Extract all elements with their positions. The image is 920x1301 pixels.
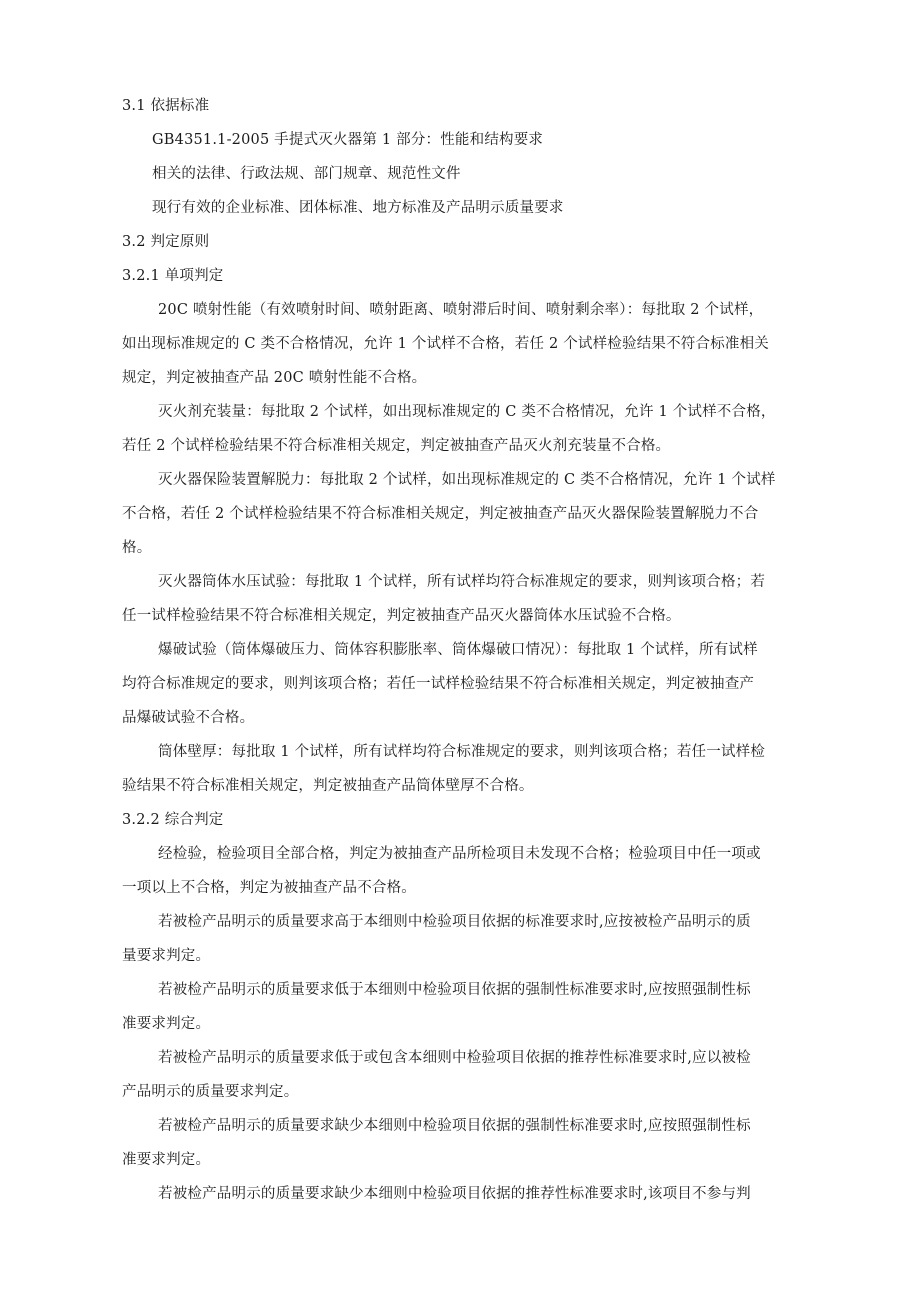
- subsection-heading-3-2-1: 3.2.1 单项判定: [122, 268, 224, 284]
- paragraph-line: 均符合标准规定的要求，则判该项合格；若任一试样检验结果不符合标准相关规定，判定被抽查产: [122, 676, 755, 692]
- standard-item: GB4351.1-2005 手提式灭火器第 1 部分：性能和结构要求: [152, 132, 544, 148]
- paragraph-line: 准要求判定。: [122, 1016, 211, 1032]
- paragraph-line: 准要求判定。: [122, 1152, 211, 1168]
- paragraph-line: 20C 喷射性能（有效喷射时间、喷射距离、喷射滞后时间、喷射剩余率）：每批取 2 个试样，: [158, 302, 764, 318]
- paragraph-line: 若被检产品明示的质量要求缺少本细则中检验项目依据的推荐性标准要求时,该项目不参与判: [158, 1186, 751, 1202]
- paragraph-line: 量要求判定。: [122, 948, 211, 964]
- paragraph-line: 规定，判定被抽查产品 20C 喷射性能不合格。: [122, 370, 427, 386]
- paragraph-line: 筒体壁厚：每批取 1 个试样，所有试样均符合标准规定的要求，则判该项合格；若任一试样检: [158, 744, 766, 760]
- section-heading-3-1: 3.1 依据标准: [122, 98, 210, 114]
- paragraph-line: 格。: [122, 540, 152, 556]
- paragraph-line: 灭火剂充装量：每批取 2 个试样，如出现标准规定的 C 类不合格情况，允许 1 个试样不合格，: [158, 404, 776, 420]
- paragraph-line: 不合格，若任 2 个试样检验结果不符合标准相关规定，判定被抽查产品灭火器保险装置解脱力不合: [122, 506, 759, 522]
- paragraph-line: 品爆破试验不合格。: [122, 710, 255, 726]
- paragraph-line: 一项以上不合格，判定为被抽查产品不合格。: [122, 880, 416, 896]
- paragraph-line: 若任 2 个试样检验结果不符合标准相关规定，判定被抽查产品灭火剂充装量不合格。: [122, 438, 671, 454]
- section-heading-3-2: 3.2 判定原则: [122, 234, 210, 250]
- paragraph-line: 若被检产品明示的质量要求低于或包含本细则中检验项目依据的推荐性标准要求时,应以被检: [158, 1050, 751, 1066]
- paragraph-line: 若被检产品明示的质量要求低于本细则中检验项目依据的强制性标准要求时,应按照强制性标: [158, 982, 751, 998]
- paragraph-line: 灭火器保险装置解脱力：每批取 2 个试样，如出现标准规定的 C 类不合格情况，允许 1 个试样: [158, 472, 776, 488]
- paragraph-line: 产品明示的质量要求判定。: [122, 1084, 299, 1100]
- paragraph-line: 经检验，检验项目全部合格，判定为被抽查产品所检项目未发现不合格；检验项目中任一项或: [158, 846, 761, 862]
- paragraph-line: 爆破试验（筒体爆破压力、筒体容积膨胀率、筒体爆破口情况）：每批取 1 个试样，所有试样: [158, 642, 758, 658]
- standard-item: 现行有效的企业标准、团体标准、地方标准及产品明示质量要求: [152, 200, 564, 216]
- paragraph-line: 若被检产品明示的质量要求缺少本细则中检验项目依据的强制性标准要求时,应按照强制性标: [158, 1118, 751, 1134]
- subsection-heading-3-2-2: 3.2.2 综合判定: [122, 812, 224, 828]
- paragraph-line: 验结果不符合标准相关规定，判定被抽查产品筒体壁厚不合格。: [122, 778, 534, 794]
- paragraph-line: 灭火器筒体水压试验：每批取 1 个试样，所有试样均符合标准规定的要求，则判该项合格；若: [158, 574, 766, 590]
- paragraph-line: 若被检产品明示的质量要求高于本细则中检验项目依据的标准要求时,应按被检产品明示的质: [158, 914, 751, 930]
- paragraph-line: 如出现标准规定的 C 类不合格情况，允许 1 个试样不合格，若任 2 个试样检验结果不符合标准相关: [122, 336, 769, 352]
- paragraph-line: 任一试样检验结果不符合标准相关规定，判定被抽查产品灭火器筒体水压试验不合格。: [122, 608, 681, 624]
- standard-item: 相关的法律、行政法规、部门规章、规范性文件: [152, 166, 461, 182]
